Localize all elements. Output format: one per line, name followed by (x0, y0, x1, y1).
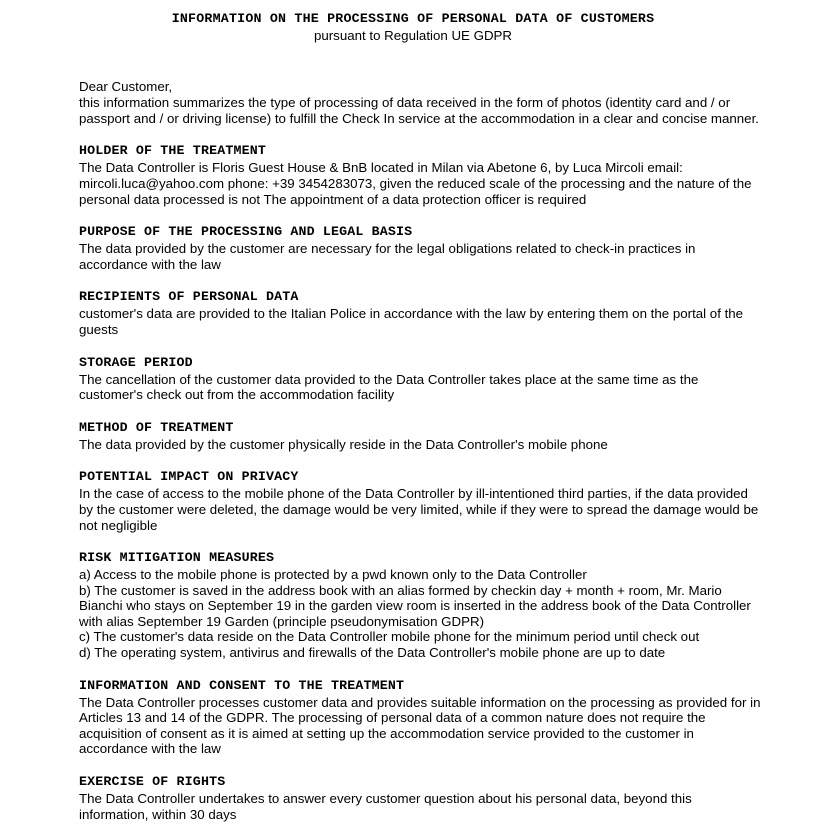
document-subtitle: pursuant to Regulation UE GDPR (313, 28, 513, 43)
section-impact (79, 468, 799, 533)
section-holder (79, 142, 799, 207)
section-body: The cancellation of the customer data provided to the Data Controller takes place at the same time as the customer's check out from the accommodation facility (79, 371, 699, 403)
intro-block (79, 79, 799, 126)
section-recipients (79, 288, 799, 337)
section-consent (79, 677, 799, 757)
section-body: The Data Controller is Floris Guest House & BnB located in Milan via Abetone 6, by Luca Mircoli email: mircoli.luca@yahoo.com phone: +39 3454283073, given the reduced scale of the processing and the nature of the personal data processed is not The appointment of a data protection officer is required (79, 160, 752, 207)
section-body: customer's data are provided to the Italian Police in accordance with the law by entering them on the portal of the guests (79, 306, 744, 337)
section-heading: RECIPIENTS OF PERSONAL DATA (79, 289, 299, 305)
section-body: The Data Controller processes customer data and provides suitable information on the processing as provided for in Articles 13 and 14 of the GDPR. The processing of personal data of a common nature does not require the acquisition of consent as it is aimed at setting up the accommodation service provided to the customer in accordance with the law (79, 694, 761, 757)
section-rights (79, 773, 799, 822)
section-heading: PURPOSE OF THE PROCESSING AND LEGAL BASIS (79, 224, 413, 240)
section-heading: INFORMATION AND CONSENT TO THE TREATMENT (79, 677, 405, 693)
section-body: a) Access to the mobile phone is protected by a pwd known only to the Data Controller b) The customer is saved in the address book with an alias formed by checkin day + month + room, Mr. Mario Bianchi who stays on September 19 in the garden view room is inserted in the address book of the Data Controller with alias September 19 Garden (principle pseudonymisation GDPR) c) The customer's data reside on the Data Controller mobile phone for the minimum period until check out d) The operating system, antivirus and firewalls of the Data Controller's mobile phone are up to date (79, 567, 751, 661)
section-heading: METHOD OF TREATMENT (79, 419, 234, 435)
section-body: In the case of access to the mobile phone of the Data Controller by ill-intentioned third parties, if the data provided by the customer were deleted, the damage would be very limited, while if they were to spread the damage would be not negligible (79, 486, 759, 533)
section-heading: RISK MITIGATION MEASURES (79, 550, 275, 566)
section-heading: STORAGE PERIOD (79, 354, 193, 370)
section-heading: HOLDER OF THE TREATMENT (79, 143, 266, 159)
section-body: The data provided by the customer are necessary for the legal obligations related to check-in practices in accordance with the law (79, 241, 696, 272)
section-heading: POTENTIAL IMPACT ON PRIVACY (79, 469, 299, 485)
section-risk-mitigation (79, 549, 799, 661)
section-body: The Data Controller undertakes to answer every customer question about his personal data, beyond this information, within 30 days (79, 791, 692, 822)
section-body: The data provided by the customer physically reside in the Data Controller's mobile phone (79, 436, 608, 452)
document-body (79, 79, 799, 822)
section-heading: EXERCISE OF RIGHTS (79, 774, 226, 790)
section-storage (79, 354, 799, 403)
intro-paragraph: this information summarizes the type of processing of data received in the form of photos (identity card and / or passport and / or driving license) to fulfill the Check In service at the accommodation in a clear and concise manner. (79, 94, 759, 126)
greeting: Dear Customer, (79, 79, 173, 94)
section-purpose (79, 223, 799, 272)
document-title: INFORMATION ON THE PROCESSING OF PERSONAL DATA OF CUSTOMERS (171, 11, 655, 26)
section-method (79, 419, 799, 453)
document-header (0, 11, 826, 45)
